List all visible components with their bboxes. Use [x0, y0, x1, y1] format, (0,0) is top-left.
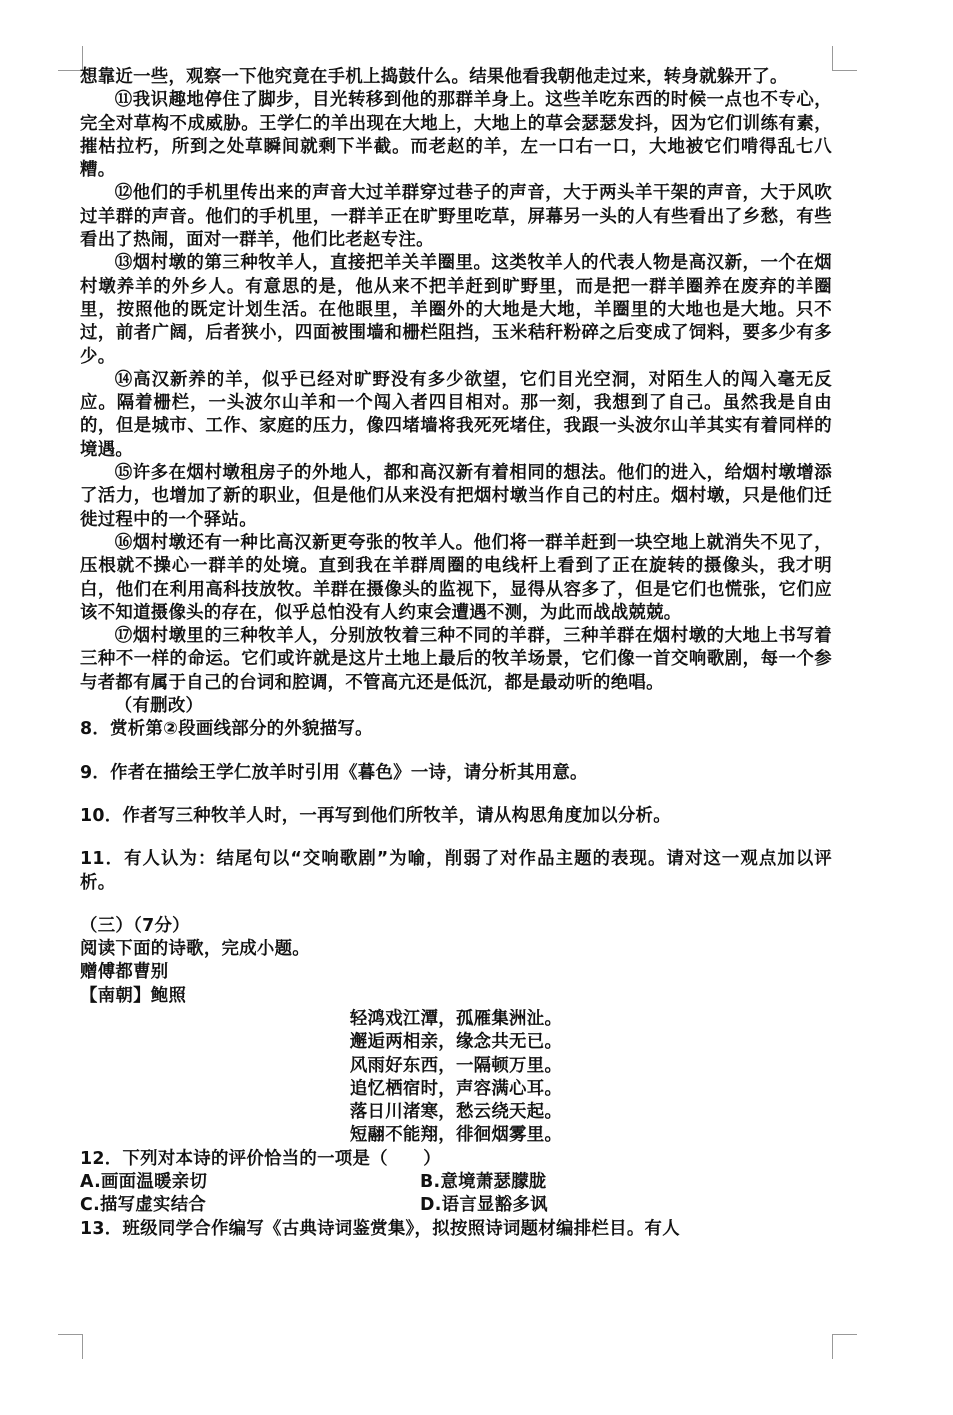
- option-a: A.画面温暖亲切: [80, 1172, 208, 1193]
- poem-title: 赠傅都曹别: [80, 962, 169, 983]
- source-note: （有删改）: [114, 696, 204, 717]
- passage-paragraph: ⑪我识趣地停住了脚步，目光转移到他的那群羊身上。这些羊吃东西的时候一点也不专心，完全对草构不成威胁。王学仁的羊出现在大地上，大地上的草会瑟瑟发抖，因为它们训练有素，摧枯拉朽，所到之处草瞬间就剩下半截。而老赵的羊，左一口右一口，大地被它们啃得乱七八糟。: [80, 90, 832, 181]
- question-13: 13．班级同学合作编写《古典诗词鉴赏集》，拟按照诗词题材编排栏目。有人: [80, 1218, 680, 1239]
- poem-line: 风雨好东西，一隔顿万里。: [349, 1055, 563, 1076]
- poem-line: 追忆栖宿时，声容满心耳。: [349, 1078, 563, 1099]
- question-12-stem: 12．下列对本诗的评价恰当的一项是（ ）: [80, 1148, 441, 1169]
- passage-paragraph: 想靠近一些，观察一下他究竟在手机上捣鼓什么。结果他看我朝他走过来，转身就躲开了。: [80, 67, 788, 87]
- poem-line: 邂逅两相亲，缘念共无已。: [349, 1032, 563, 1053]
- question-9: 9．作者在描绘王学仁放羊时引用《暮色》一诗，请分析其用意。: [80, 762, 588, 783]
- question-10: 10．作者写三种牧羊人时，一再写到他们所牧羊，请从构思角度加以分析。: [80, 805, 671, 826]
- poem-line: 轻鸿戏江潭，孤雁集洲沚。: [349, 1008, 563, 1029]
- poem-author: 【南朝】鲍照: [80, 985, 187, 1006]
- poem-body: [80, 1008, 832, 1148]
- option-b: B.意境萧瑟朦胧: [420, 1172, 547, 1193]
- crop-mark-bottom-left: [58, 1334, 83, 1359]
- passage-paragraph: ⑭高汉新养的羊，似乎已经对旷野没有多少欲望，它们目光空洞，对陌生人的闯入毫无反应。隔着栅栏，一头波尔山羊和一个闯入者四目相对。那一刻，我想到了自己。虽然我是自由的，但是城市、工作、家庭的压力，像四堵墙将我死死堵住，我跟一头波尔山羊其实有着同样的境遇。: [80, 369, 832, 460]
- question-8: 8．赏析第②段画线部分的外貌描写。: [80, 719, 373, 740]
- option-c: C.描写虚实结合: [80, 1195, 207, 1216]
- passage-paragraph: ⑬烟村墩的第三种牧羊人，直接把羊关羊圈里。这类牧羊人的代表人物是高汉新，一个在烟村墩养羊的外乡人。有意思的是，他从来不把羊赶到旷野里，而是把一群羊圈养在废弃的羊圈里，按照他的既定计划生活。在他眼里，羊圈外的大地是大地，羊圈里的大地也是大地。只不过，前者广阔，后者狭小，四面被围墙和栅栏阻挡，玉米秸秆粉碎之后变成了饲料，要多少有多少。: [80, 253, 832, 367]
- question-11: 11．有人认为：结尾句以“交响歌剧”为喻，削弱了对作品主题的表现。请对这一观点加以评析。: [80, 849, 832, 893]
- section-instruction: 阅读下面的诗歌，完成小题。: [80, 939, 310, 960]
- section-heading: （三）（7分）: [80, 915, 190, 936]
- document-body: [80, 66, 832, 1241]
- passage-paragraph: ⑫他们的手机里传出来的声音大过羊群穿过巷子的声音，大于两头羊干架的声音，大于风吹过羊群的声音。他们的手机里，一群羊正在旷野里吃草，屏幕另一头的人有些看出了乡愁，有些看出了热闹，面对一群羊，他们比老赵专注。: [80, 183, 832, 251]
- crop-mark-bottom-right: [832, 1334, 857, 1359]
- passage-paragraph: ⑮许多在烟村墩租房子的外地人，都和高汉新有着相同的想法。他们的进入，给烟村墩增添了活力，也增加了新的职业，但是他们从来没有把烟村墩当作自己的村庄。烟村墩，只是他们迁徙过程中的一个驿站。: [80, 463, 832, 530]
- passage-paragraph: ⑯烟村墩还有一种比高汉新更夸张的牧羊人。他们将一群羊赶到一块空地上就消失不见了，压根就不操心一群羊的处境。直到我在羊群周圈的电线杆上看到了正在旋转的摄像头，我才明白，他们在利用高科技放牧。羊群在摄像头的监视下，显得从容多了，但是它们也慌张，它们应该不知道摄像头的存在，似乎总怕没有人约束会遭遇不测，为此而战战兢兢。: [80, 532, 832, 623]
- question-12-options: [80, 1171, 832, 1218]
- poem-line: 短翮不能翔，徘徊烟雾里。: [349, 1125, 563, 1146]
- crop-mark-top-right: [832, 46, 857, 71]
- passage-paragraph: ⑰烟村墩里的三种牧羊人，分别放牧着三种不同的羊群，三种羊群在烟村墩的大地上书写着三种不一样的命运。它们或许就是这片土地上最后的牧羊场景，它们像一首交响歌剧，每一个参与者都有属于自己的台词和腔调，不管高亢还是低沉，都是最动听的绝唱。: [80, 626, 832, 693]
- poem-line: 落日川渚寒，愁云绕天起。: [349, 1102, 563, 1123]
- option-d: D.语言显豁多讽: [420, 1195, 548, 1216]
